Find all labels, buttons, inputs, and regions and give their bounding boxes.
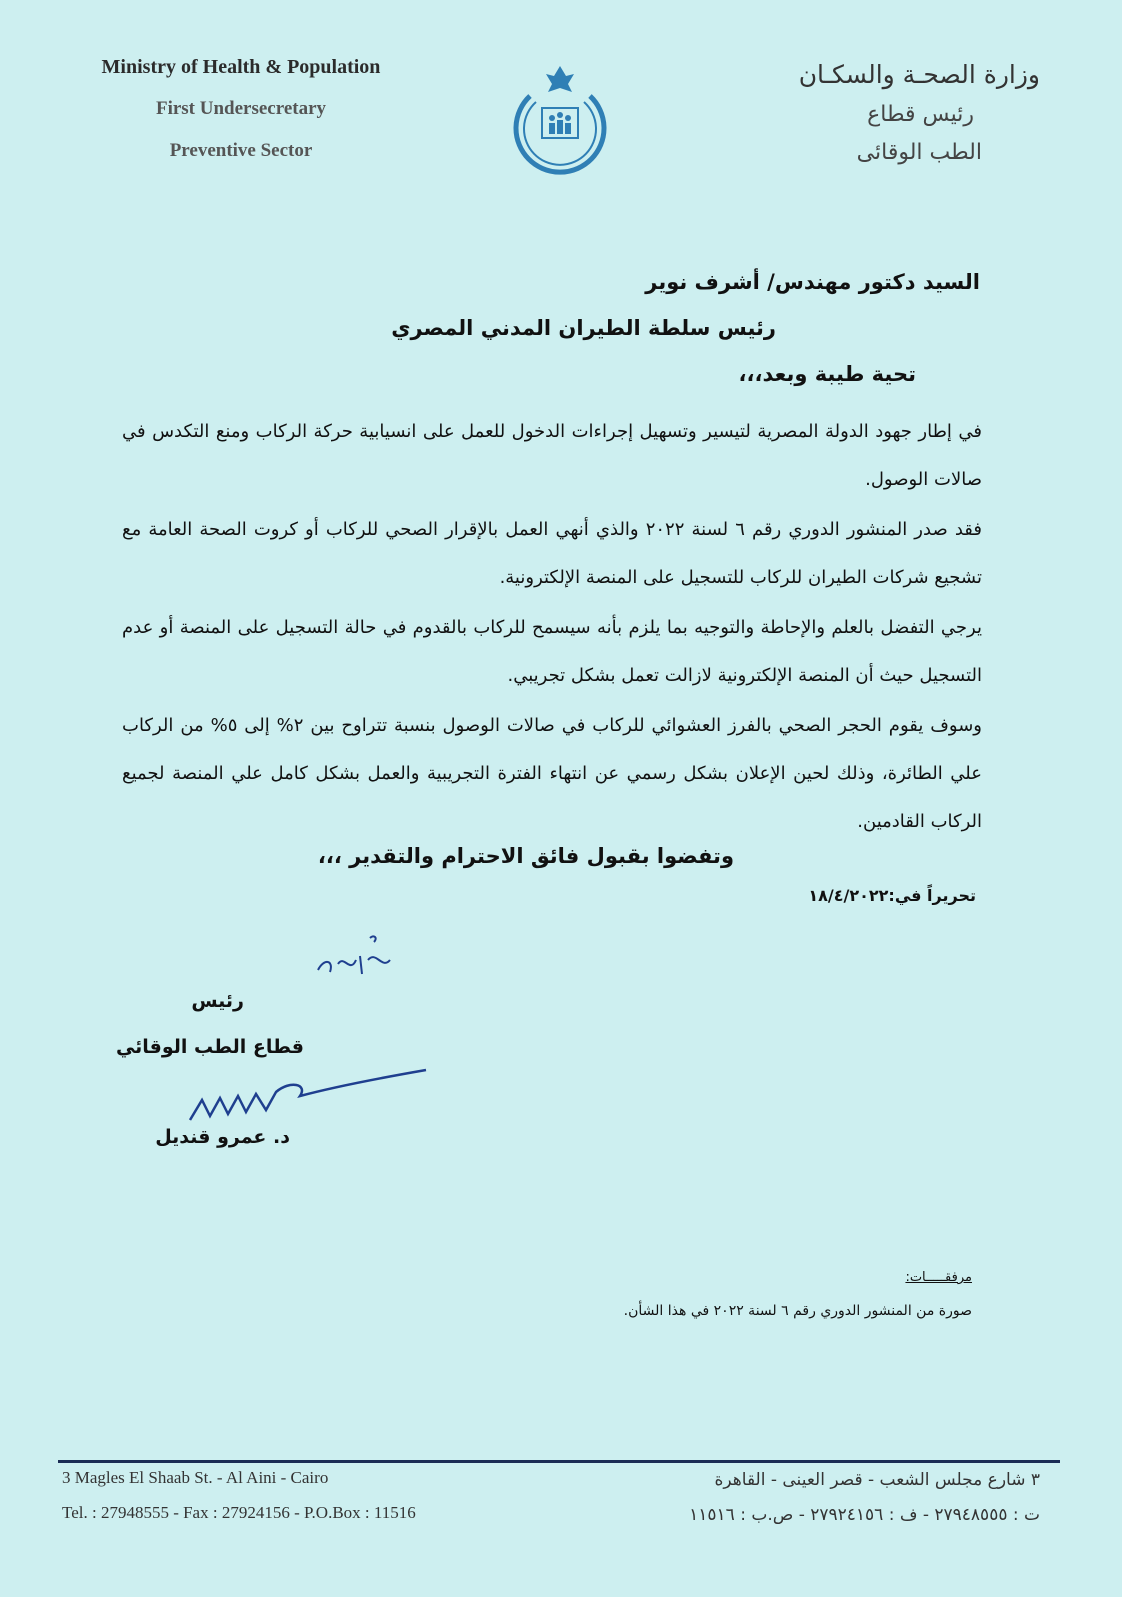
header-ministry-ar: وزارة الصحـة والسكـان [798,60,1040,89]
footer-address-ar: ٣ شارع مجلس الشعب - قصر العينى - القاهرة [714,1470,1040,1490]
greeting: تحية طيبة وبعد،،، [738,362,916,386]
addressee-name: السيد دكتور مهندس/ أشرف نوير [645,270,980,294]
addressee-title: رئيس سلطة الطيران المدني المصري [391,316,776,340]
footer-divider [58,1460,1060,1463]
header-sector-en: Preventive Sector [169,140,313,161]
signature-title-1: رئيس [191,990,244,1012]
handwritten-note [310,930,400,990]
ministry-emblem-icon [500,62,620,186]
attachments-item: صورة من المنشور الدوري رقم ٦ لسنة ٢٠٢٢ في هذا الشأن. [623,1303,972,1319]
attachments-label: مرفقـــــات: [905,1270,972,1285]
footer-contacts-ar: ت : ٢٧٩٤٨٥٥٥ - ف : ٢٧٩٢٤١٥٦ - ص.ب : ١١٥١٦ [689,1505,1040,1525]
letter-date: تحريراً في:١٨/٤/٢٠٢٢ [808,886,976,905]
paragraph-4: وسوف يقوم الحجر الصحي بالفرز العشوائي للركاب في صالات الوصول بنسبة تتراوح بين ٢% إلى ٥% من الركاب علي الطائرة، وذلك لحين الإعلان بشكل رسمي عن انتهاء الفترة التجريبية والعمل بشكل كامل علي المنصة لجميع الركاب القادمين. [122,715,982,832]
paragraph-1: في إطار جهود الدولة المصرية لتيسير وتسهيل إجراءات الدخول للعمل على انسيابية حركة الركاب ومنع التكدس في صالات الوصول. [122,421,982,490]
signature-title-2: قطاع الطب الوقائي [115,1036,304,1058]
footer-address-en: 3 Magles El Shaab St. - Al Aini - Cairo [62,1468,329,1487]
signatory-name: د. عمرو قنديل [155,1126,290,1148]
header-sector-ar: الطب الوقائى [856,140,982,165]
footer-contacts-en: Tel. : 27948555 - Fax : 27924156 - P.O.Box : 11516 [62,1503,416,1522]
header-ministry-en: Ministry of Health & Population [101,56,381,78]
header-head-ar: رئيس قطاع [867,102,974,127]
paragraph-2: فقد صدر المنشور الدوري رقم ٦ لسنة ٢٠٢٢ والذي أنهي العمل بالإقرار الصحي للركاب أو كروت الصحة العامة مع تشجيع شركات الطيران للركاب للتسجيل على المنصة الإلكترونية. [122,519,982,588]
paragraph-3: يرجي التفضل بالعلم والإحاطة والتوجيه بما يلزم بأنه سيسمح للركاب بالقدوم في حالة التسجيل على المنصة أو عدم التسجيل حيث أن المنصة الإلكترونية لازالت تعمل بشكل تجريبي. [122,617,982,686]
header-undersecretary-en: First Undersecretary [155,98,327,119]
closing-line: وتفضوا بقبول فائق الاحترام والتقدير ،،، [317,844,734,868]
